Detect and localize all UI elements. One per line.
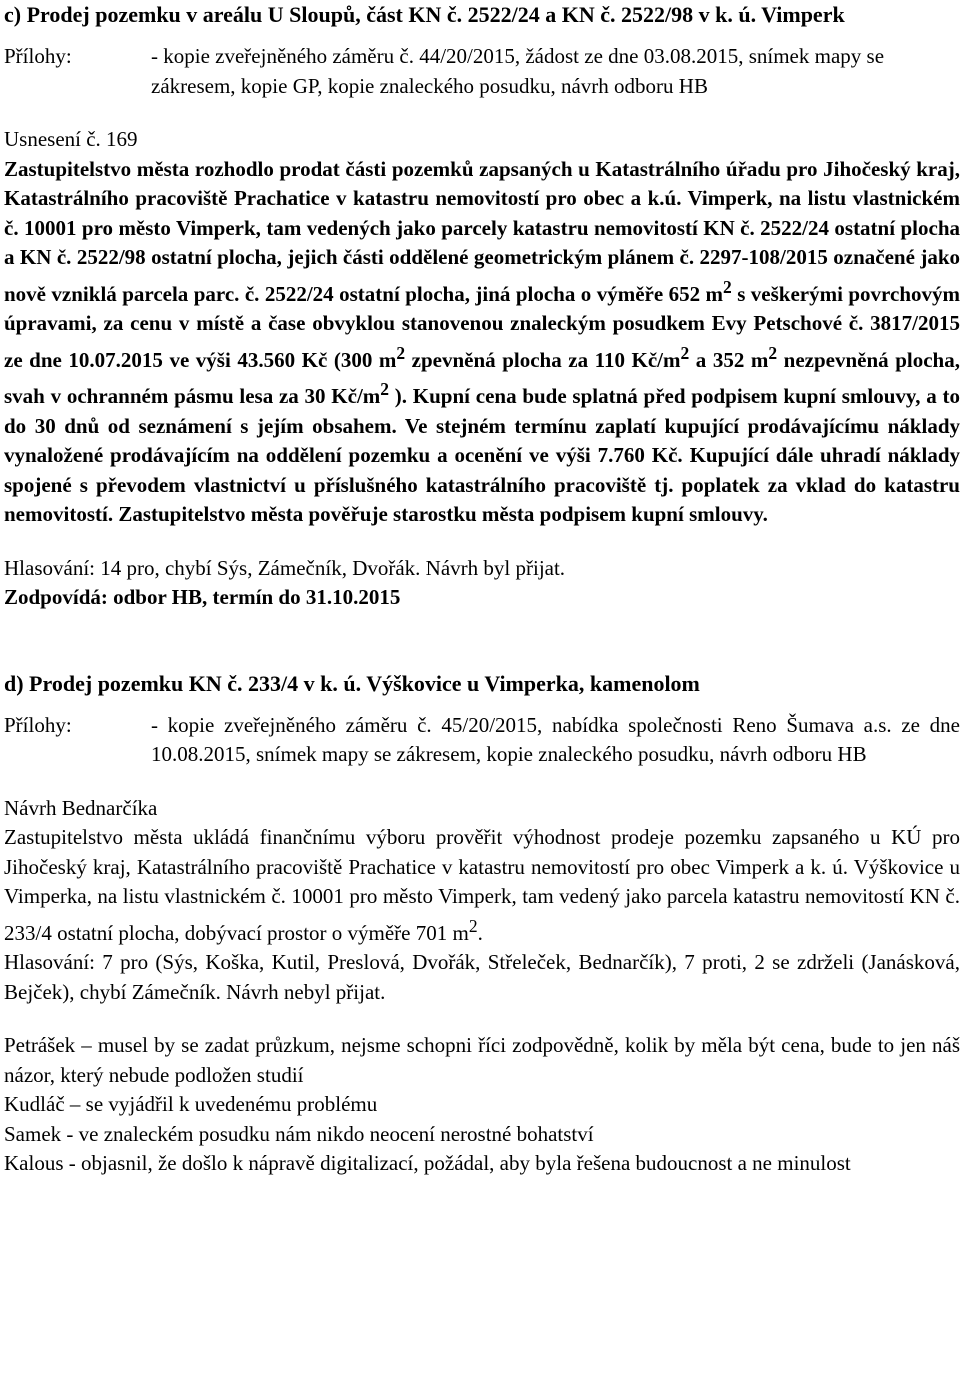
proposal-text [4,823,960,948]
resolution-text-part: nezpevněná plocha, svah v ochranném pásmu lesa za 30 Kč/m [4,347,960,408]
superscript: 2 [396,342,406,363]
resolution-text-part: s veškerými povrchovým úpravami, za cenu v místě a čase obvyklou stanovenou znaleckým posudkem Evy Petschové č. 3817/2015 ze dne 10.07.2015 ve výši 43.560 Kč (300 m [4,281,960,372]
discussion-item: Petrášek – musel by se zadat průzkum, nejsme schopni říci zodpovědně, kolik by měla být cena, bude to jen náš názor, který nebude podložen studií [4,1033,960,1087]
resolution-text [4,155,960,530]
discussion-item: Samek - ve znaleckém posudku nám nikdo neocení nerostné bohatství [4,1121,594,1146]
attachments-text: - kopie zveřejněného záměru č. 44/20/2015, žádost ze dne 03.08.2015, snímek mapy se zákresem, kopie GP, kopie znaleckého posudku, návrh odboru HB [151,44,885,98]
attachments-label: Přílohy: [4,44,72,68]
attachments-text: - kopie zveřejněného záměru č. 45/20/2015, nabídka společnosti Reno Šumava a.s. ze dne 10.08.2015, snímek mapy se zákresem, kopie znaleckého posudku, návrh odboru HB [151,712,960,766]
discussion-item: Kalous - objasnil, že došlo k nápravě digitalizací, požádal, aby byla řešena budoucnost a ne minulost [4,1151,851,1175]
section-d-title: d) Prodej pozemku KN č. 233/4 v k. ú. Výškovice u Vimperka, kamenolom [4,670,700,696]
section-c-title: c) Prodej pozemku v areálu U Sloupů, část KN č. 2522/24 a KN č. 2522/98 v k. ú. Vimperk [4,2,845,27]
proposal-text-part: . [477,920,483,945]
vote-result: Hlasování: 14 pro, chybí Sýs, Zámečník, Dvořák. Návrh byl přijat. [4,555,566,580]
attachments-label: Přílohy: [4,712,72,737]
superscript: 2 [380,379,390,399]
resolution-text-part: a 352 m [689,347,769,372]
discussion-list [4,1031,960,1179]
superscript: 2 [723,276,732,297]
superscript: 2 [768,342,778,363]
responsible-line: Zodpovídá: odbor HB, termín do 31.10.2015 [4,585,401,609]
superscript: 2 [468,915,478,936]
resolution-label: Usnesení č. 169 [4,127,138,151]
section-c-attachments [4,42,960,101]
proposal-text-part: Zastupitelstvo města ukládá finančnímu výboru prověřit výhodnost prodeje pozemku zapsaného u KÚ pro Jihočeský kraj, Katastrálního pracoviště Prachatice v katastru nemovitostí pro obec Vimperk a k. ú. Výškovice u Vimperka, na listu vlastnickém č. 10001 pro město Vimperk, tam vedený jako parcela katastru nemovitostí KN č. 233/4 ostatní plocha, dobývací prostor o výměře 701 m [4,825,960,945]
resolution-text-part: Zastupitelstvo města rozhodlo prodat části pozemků zapsaných u Katastrálního úřadu pro Jihočeský kraj, Katastrálního pracoviště Prachatice v katastru nemovitostí pro obec a k.ú. Vimperk, na listu vlastnickém č. 10001 pro město Vimperk, tam vedených jako parcely katastru nemovitostí KN č. 2522/24 ostatní plocha a KN č. 2522/98 ostatní plocha, jejich části oddělené geometrickým plánem č. 2297-108/2015 označené jako nově vzniklá parcela parc. č. 2522/24 ostatní plocha, jiná plocha o výměře 652 m [4,156,960,306]
discussion-item: Kudláč – se vyjádřil k uvedenému problému [4,1092,378,1116]
proposal-label: Návrh Bednarčíka [4,795,158,820]
resolution-text-part: zpevněná plocha za 110 Kč/m [405,347,681,372]
superscript: 2 [680,342,690,363]
section-d-attachments [4,711,960,770]
vote-result: Hlasování: 7 pro (Sýs, Koška, Kutil, Preslová, Dvořák, Střeleček, Bednarčík), 7 proti, 2 se zdrželi (Janásková, Bejček), chybí Zámečník. Návrh nebyl přijat. [4,950,960,1004]
resolution-text-part: ). Kupní cena bude splatná před podpisem kupní smlouvy, a to do 30 dnů od seznámení s jejím obsahem. Ve stejném termínu zaplatí kupující prodávajícímu náklady vynaložené prodávajícím na oddělení pozemku a ocenění ve výši 7.760 Kč. Kupující dále uhradí náklady spojené s převodem vlastnictví u příslušného katastrálního pracoviště tj. poplatek za vklad do katastru nemovitostí. Zastupitelstvo města pověřuje starostku města podpisem kupní smlouvy. [4,384,960,526]
